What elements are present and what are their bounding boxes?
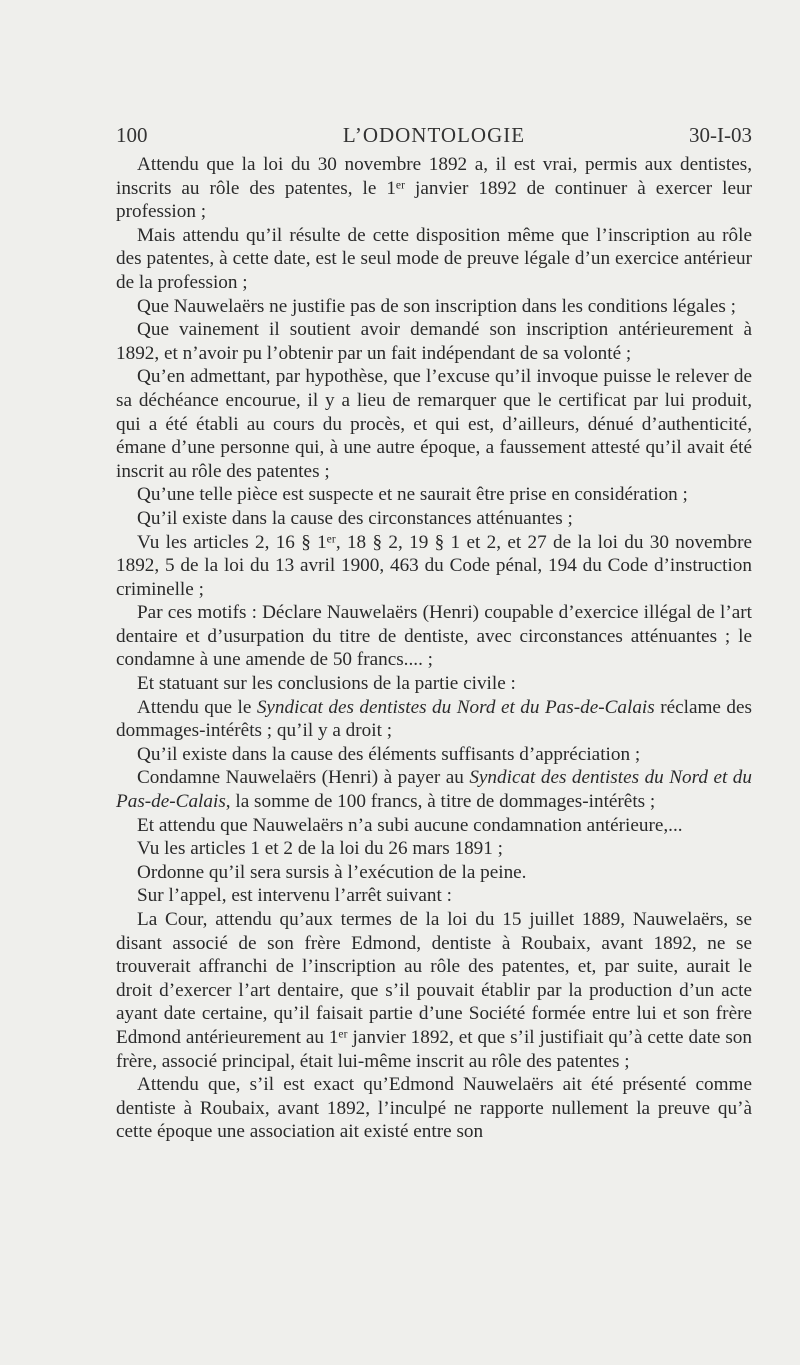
paragraph-text: , la somme de 100 francs, à titre de dommages-intérêts ; <box>225 791 656 813</box>
paragraph: Que vainement il soutient avoir demandé son inscription antérieurement à 1892, et n’avoir pu l’obtenir par un fait indépendant de sa volonté ; <box>116 319 752 364</box>
syndicate-name-italic: Syndicat des dentistes du Nord et du Pas-de-Calais <box>256 696 655 718</box>
paragraph: Attendu que, s’il est exact qu’Edmond Nauwelaërs ait été présenté comme dentiste à Roubaix, avant 1892, l’inculpé ne rapporte nullement la preuve qu’à cette époque une association ait existé entre son <box>116 1074 752 1143</box>
paragraph: Et statuant sur les conclusions de la partie civile : <box>137 673 516 695</box>
paragraph: Qu’en admettant, par hypothèse, que l’excuse qu’il invoque puisse le relever de sa déchéance encourue, il y a lieu de remarquer que le certificat par lui produit, qui a été établi au cours du procès, et qui est, d’ailleurs, dénué d’authenticité, émane d’une personne qui, à une autre époque, a faussement attesté qu’il avait été inscrit au rôle des patentes ; <box>116 366 752 482</box>
paragraph: Qu’il existe dans la cause des circonstances atténuantes ; <box>137 507 573 529</box>
paragraph: Par ces motifs : Déclare Nauwelaërs (Henri) coupable d’exercice illégal de l’art dentaire et d’usurpation du titre de dentiste, avec circonstances atténuantes ; le condamne à une amende de 50 francs.... ; <box>116 602 752 671</box>
paragraph: Et attendu que Nauwelaërs n’a subi aucune condamnation antérieure,... <box>137 814 683 836</box>
paragraph: Qu’il existe dans la cause des éléments suffisants d’appréciation ; <box>137 743 641 765</box>
running-header <box>116 123 752 153</box>
paragraph: La Cour, attendu qu’aux termes de la loi du 15 juillet 1889, Nauwelaërs, se disant associé de son frère Edmond, dentiste à Roubaix, avant 1892, ne se trouverait affranchi de l’inscription au rôle des patentes, et, par suite, aurait le droit d’exercer l’art dentaire, que s’il pouvait établir par la production d’un acte ayant date certaine, qu’il faisait partie d’une Société formée entre lui et son frère Edmond antérieurement au 1ᵉʳ janvier 1892, et que s’il justifiait qu’à cette date son frère, associé principal, était lui-même inscrit au rôle des patentes ; <box>116 909 752 1072</box>
paragraph: Ordonne qu’il sera sursis à l’exécution de la peine. <box>137 861 527 883</box>
paragraph: Vu les articles 1 et 2 de la loi du 26 mars 1891 ; <box>137 838 503 860</box>
paragraph: Sur l’appel, est intervenu l’arrêt suivant : <box>137 885 452 907</box>
paragraph <box>116 766 752 813</box>
syndicate-name-italic: Syndicat des dentistes du Nord et du Pas-de-Calais <box>116 767 752 813</box>
paragraph: Vu les articles 2, 16 § 1ᵉʳ, 18 § 2, 19 § 1 et 2, et 27 de la loi du 30 novembre 1892, 5 de la loi du 13 avril 1900, 463 du Code pénal, 194 du Code d’instruction criminelle ; <box>116 531 752 600</box>
journal-title: L’ODONTOLOGIE <box>342 123 526 147</box>
paragraph: Attendu que la loi du 30 novembre 1892 a, il est vrai, permis aux dentistes, inscrits au rôle des patentes, le 1ᵉʳ janvier 1892 de continuer à exercer leur profession ; <box>116 154 752 223</box>
paragraph: Mais attendu qu’il résulte de cette disposition même que l’inscription au rôle des patentes, à cette date, est le seul mode de preuve légale d’un exercice antérieur de la profession ; <box>116 224 752 293</box>
paragraph-text: Attendu que le <box>137 696 257 718</box>
paragraph-text: Condamne Nauwelaërs (Henri) à payer au <box>137 767 470 789</box>
paragraph: Qu’une telle pièce est suspecte et ne saurait être prise en considération ; <box>137 484 688 506</box>
body-text <box>116 153 752 1144</box>
page-number: 100 <box>116 123 148 147</box>
paragraph <box>116 696 752 743</box>
paragraph: Que Nauwelaërs ne justifie pas de son inscription dans les conditions légales ; <box>137 295 736 317</box>
paragraph-text: réclame des dommages-intérêts ; qu’il y a droit ; <box>116 696 752 742</box>
issue-date: 30-I-03 <box>689 123 752 147</box>
